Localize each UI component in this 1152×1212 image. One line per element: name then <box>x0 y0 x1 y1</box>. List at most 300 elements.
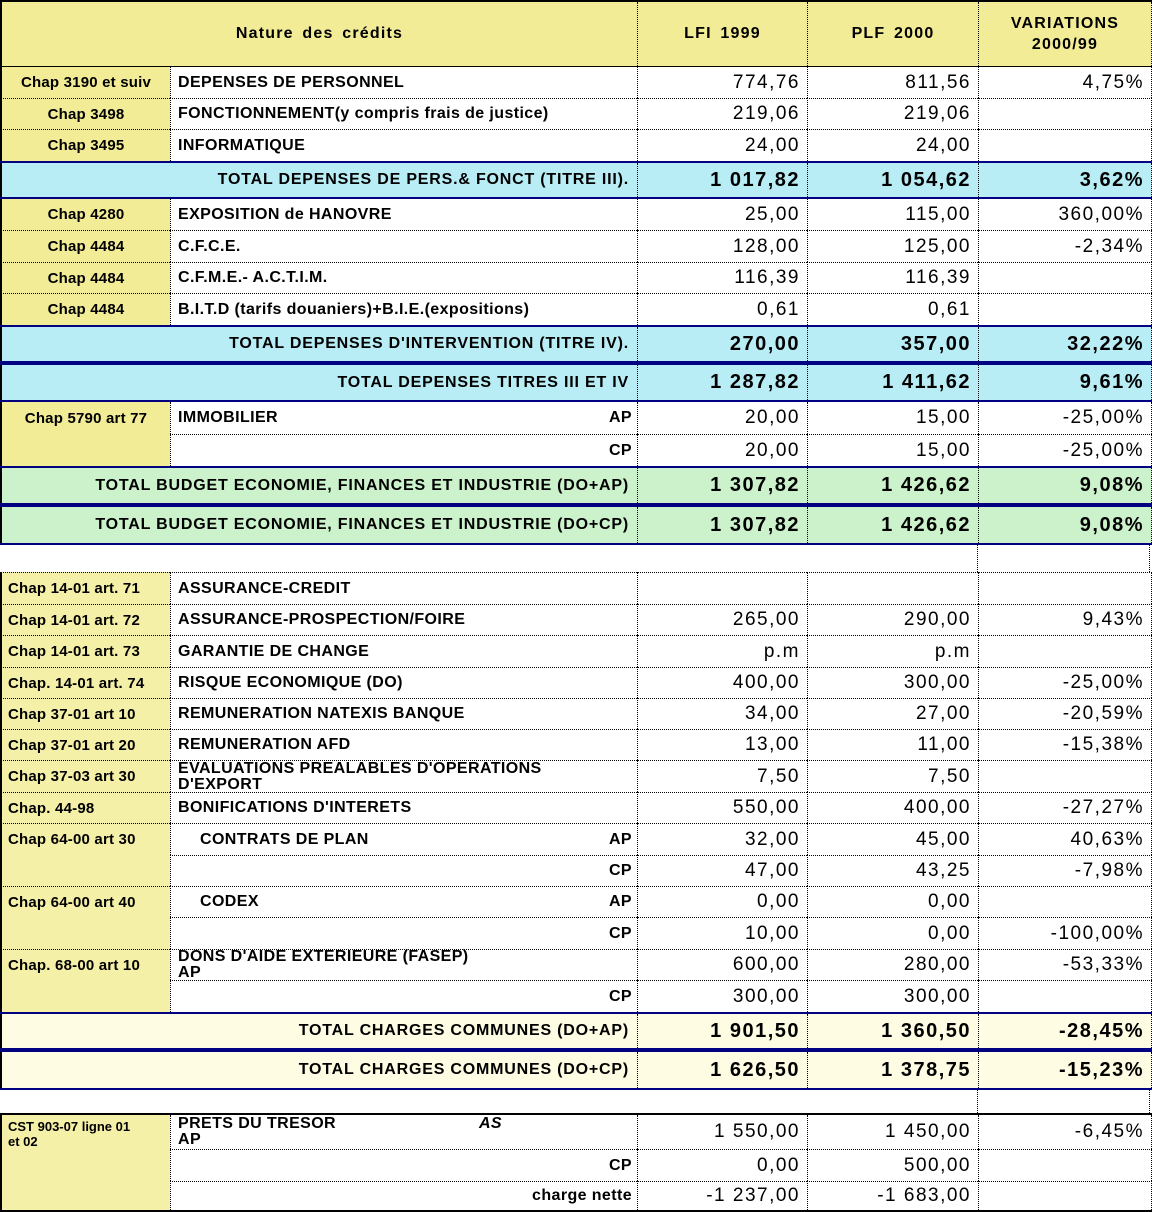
header-nature-credits <box>0 2 637 66</box>
row-label: DEPENSES DE PERSONNEL <box>178 73 405 91</box>
value-text: 13,00 <box>744 734 800 755</box>
value-text: 219,06 <box>903 103 971 124</box>
variation-cell <box>978 67 1152 98</box>
value-text: -2,34% <box>1074 235 1144 257</box>
value-text: 811,56 <box>905 71 971 93</box>
value-text: 1 411,62 <box>882 371 971 393</box>
chapter-cell <box>0 199 170 230</box>
table-row <box>0 199 1152 230</box>
table-row <box>0 129 1152 161</box>
label-cell <box>170 604 637 635</box>
value-text: 357,00 <box>900 332 971 355</box>
plf-2000-cell <box>807 1115 978 1149</box>
chapter-label: Chap 3498 <box>47 105 125 123</box>
value-text: 1 017,82 <box>710 168 800 191</box>
variation-cell <box>978 434 1152 466</box>
value-text: 1 307,82 <box>710 513 800 536</box>
total-label-cell <box>0 1052 637 1088</box>
section-gap <box>0 1090 1152 1113</box>
table-header-row <box>0 0 1152 67</box>
row-sub-label: CP <box>608 862 632 879</box>
value-text: 300,00 <box>903 672 971 693</box>
header-variations-line2: 2000/99 <box>1031 36 1099 53</box>
chapter-label: Chap 5790 art 77 <box>24 409 148 427</box>
total-label-text: TOTAL DEPENSES DE PERS.& FONCT (TITRE III). <box>217 171 629 188</box>
lfi-1999-cell <box>637 327 807 361</box>
lfi-1999-cell <box>637 760 807 792</box>
value-text: 0,00 <box>757 1154 800 1176</box>
total-label-text: TOTAL BUDGET ECONOMIE, FINANCES ET INDUSTRIE (DO+AP) <box>95 476 629 494</box>
value-text: -20,59% <box>1062 703 1144 724</box>
row-label: CONTRATS DE PLAN <box>200 830 369 848</box>
value-text: 9,08% <box>1079 474 1144 496</box>
table-row <box>0 1149 1152 1181</box>
row-label: IMMOBILIER <box>178 409 278 426</box>
chapter-label: Chap 4484 <box>47 269 125 287</box>
total-label-cell <box>0 1014 637 1048</box>
variation-cell <box>978 507 1152 543</box>
header-nature-label: Nature des crédits <box>235 25 404 42</box>
plf-2000-cell <box>807 365 978 400</box>
variation-cell <box>978 98 1152 129</box>
lfi-1999-cell <box>637 917 807 949</box>
row-label: CODEX <box>200 893 259 910</box>
row-label: RISQUE ECONOMIQUE (DO) <box>178 674 403 691</box>
value-text: 3,62% <box>1079 168 1144 191</box>
table-row <box>0 886 1152 917</box>
lfi-1999-cell <box>637 402 807 434</box>
chapter-cell <box>0 434 170 466</box>
value-text: 9,08% <box>1079 513 1144 536</box>
plf-2000-cell <box>807 67 978 98</box>
chapter-label: Chap 14-01 art. 72 <box>8 611 140 629</box>
chapter-cell <box>0 635 170 667</box>
plf-2000-cell <box>807 262 978 293</box>
label-cell <box>170 917 637 949</box>
label-cell <box>170 760 637 792</box>
value-text: 116,39 <box>905 267 971 288</box>
chapter-cell <box>0 1149 170 1181</box>
row-label: REMUNERATION NATEXIS BANQUE <box>178 705 465 722</box>
table-row <box>0 1181 1152 1212</box>
total-row <box>0 1050 1152 1090</box>
chapter-cell <box>0 402 170 434</box>
variation-cell <box>978 1052 1152 1088</box>
value-text: 1 450,00 <box>885 1121 971 1142</box>
value-text: 550,00 <box>732 797 800 818</box>
row-label: ASSURANCE-PROSPECTION/FOIRE <box>178 611 466 628</box>
variation-cell <box>978 980 1152 1012</box>
variations-column-rule <box>977 1090 1150 1113</box>
chapter-cell <box>0 129 170 161</box>
plf-2000-cell <box>807 667 978 698</box>
value-text: 20,00 <box>744 439 800 461</box>
chapter-label: Chap 4280 <box>47 206 125 223</box>
row-label-line2: AP <box>178 1131 202 1148</box>
value-text: 34,00 <box>744 703 800 724</box>
plf-2000-cell <box>807 468 978 503</box>
value-text: 280,00 <box>903 954 971 975</box>
value-text: 9,61% <box>1079 371 1144 393</box>
variation-cell <box>978 760 1152 792</box>
total-label-cell <box>0 468 637 503</box>
plf-2000-cell <box>807 1052 978 1088</box>
variation-cell <box>978 262 1152 293</box>
plf-2000-cell <box>807 507 978 543</box>
chapter-cell <box>0 949 170 980</box>
header-variations <box>978 2 1152 66</box>
plf-2000-cell <box>807 199 978 230</box>
plf-2000-cell <box>807 792 978 823</box>
table-row <box>0 402 1152 434</box>
lfi-1999-cell <box>637 1149 807 1181</box>
label-cell <box>170 1181 637 1210</box>
variation-cell <box>978 293 1152 325</box>
label-cell <box>170 823 637 855</box>
variation-cell <box>978 129 1152 161</box>
value-text: 11,00 <box>917 734 971 755</box>
value-text: -15,38% <box>1062 734 1144 755</box>
chapter-label: Chap 14-01 art. 73 <box>8 643 140 660</box>
label-cell <box>170 129 637 161</box>
label-cell <box>170 855 637 886</box>
chapter-label: Chap 37-01 art 20 <box>8 736 136 754</box>
total-label-cell <box>0 163 637 197</box>
chapter-cell <box>0 698 170 729</box>
plf-2000-cell <box>807 434 978 466</box>
table-row <box>0 1113 1152 1149</box>
value-text: 1 426,62 <box>881 474 971 496</box>
lfi-1999-cell <box>637 163 807 197</box>
value-text: p.m <box>763 640 800 662</box>
chapter-cell <box>0 980 170 1012</box>
variation-cell <box>978 1014 1152 1048</box>
plf-2000-cell <box>807 1014 978 1048</box>
value-text: 10,00 <box>744 922 800 944</box>
row-label: EVALUATIONS PREALABLES D'OPERATIONS <box>178 759 542 777</box>
value-text: -27,27% <box>1062 797 1144 818</box>
value-text: 500,00 <box>903 1154 971 1176</box>
lfi-1999-cell <box>637 129 807 161</box>
label-cell <box>170 434 637 466</box>
header-variations-line1: VARIATIONS <box>1010 15 1120 32</box>
lfi-1999-cell <box>637 855 807 886</box>
value-text: 43,25 <box>915 860 971 881</box>
label-line1 <box>178 1116 637 1132</box>
value-text: 1 626,50 <box>710 1058 800 1081</box>
plf-2000-cell <box>807 604 978 635</box>
row-label-italic: AS <box>478 1115 502 1132</box>
variation-cell <box>978 855 1152 886</box>
row-label: GARANTIE DE CHANGE <box>178 642 370 660</box>
plf-2000-cell <box>807 855 978 886</box>
label-cell <box>170 980 637 1012</box>
chapter-label: Chap. 68-00 art 10 <box>8 956 140 974</box>
value-text: 7,50 <box>757 765 800 787</box>
chapter-cell <box>0 855 170 886</box>
row-sub-label: AP <box>608 893 632 910</box>
value-text: 0,61 <box>928 298 971 320</box>
row-label: C.F.M.E.- A.C.T.I.M. <box>178 269 328 286</box>
value-text: 7,50 <box>928 765 971 787</box>
value-text: 300,00 <box>903 985 971 1007</box>
value-text: 1 426,62 <box>881 513 971 536</box>
chapter-label: Chap 4484 <box>47 238 125 255</box>
chapter-cell <box>0 792 170 823</box>
plf-2000-cell <box>807 1181 978 1210</box>
total-label-text: TOTAL CHARGES COMMUNES (DO+CP) <box>298 1061 629 1078</box>
lfi-1999-cell <box>637 667 807 698</box>
lfi-1999-cell <box>637 262 807 293</box>
value-text: -1 237,00 <box>706 1185 800 1206</box>
row-label: C.F.C.E. <box>178 237 241 255</box>
table-row <box>0 293 1152 325</box>
total-row <box>0 466 1152 505</box>
value-text: 1 901,50 <box>710 1019 800 1042</box>
value-text: 15,00 <box>915 439 971 461</box>
table-row <box>0 667 1152 698</box>
variation-cell <box>978 917 1152 949</box>
value-text: 24,00 <box>915 134 971 156</box>
variation-cell <box>978 199 1152 230</box>
value-text: 125,00 <box>903 235 971 257</box>
header-plf-2000 <box>807 2 978 66</box>
label-line2 <box>178 1132 637 1148</box>
label-cell <box>170 886 637 917</box>
row-sub-label: CP <box>608 924 632 942</box>
chapter-cell <box>0 293 170 325</box>
table-row <box>0 980 1152 1012</box>
row-label-line2: AP <box>178 964 202 981</box>
value-text: 1 360,50 <box>881 1019 971 1042</box>
section-gap <box>0 545 1152 572</box>
plf-2000-cell <box>807 163 978 197</box>
value-text: p.m <box>934 640 971 662</box>
plf-2000-cell <box>807 917 978 949</box>
total-label-cell <box>0 507 637 543</box>
total-row <box>0 505 1152 545</box>
row-sub-label: CP <box>608 441 632 459</box>
value-text: 32,00 <box>744 828 800 850</box>
lfi-1999-cell <box>637 886 807 917</box>
variation-cell <box>978 468 1152 503</box>
value-text: 0,61 <box>757 298 800 320</box>
chapter-label: Chap 37-03 art 30 <box>8 768 136 785</box>
chapter-cell <box>0 67 170 98</box>
lfi-1999-cell <box>637 698 807 729</box>
row-sub-label: charge nette <box>532 1187 632 1204</box>
row-sub-label: CP <box>608 987 632 1005</box>
value-text: -28,45% <box>1059 1019 1144 1042</box>
header-plf-label: PLF 2000 <box>851 25 935 42</box>
row-sub-label: CP <box>608 1156 632 1174</box>
value-text: -7,98% <box>1074 860 1144 881</box>
variation-cell <box>978 949 1152 980</box>
plf-2000-cell <box>807 293 978 325</box>
value-text: -53,33% <box>1062 954 1144 975</box>
row-label-line2: D'EXPORT <box>178 775 263 793</box>
plf-2000-cell <box>807 572 978 604</box>
table-row <box>0 855 1152 886</box>
plf-2000-cell <box>807 698 978 729</box>
label-cell <box>170 262 637 293</box>
variation-cell <box>978 572 1152 604</box>
value-text: -25,00% <box>1062 407 1144 428</box>
value-text: 400,00 <box>732 672 800 693</box>
value-text: 40,63% <box>1070 828 1144 850</box>
row-label: FONCTIONNEMENT(y compris frais de justice) <box>178 105 549 122</box>
label-cell <box>170 402 637 434</box>
table-row <box>0 67 1152 98</box>
value-text: -25,00% <box>1062 439 1144 461</box>
total-label-text: TOTAL DEPENSES TITRES III ET IV <box>337 373 629 391</box>
variation-cell <box>978 230 1152 262</box>
value-text: -1 683,00 <box>877 1185 971 1206</box>
chapter-cell <box>0 572 170 604</box>
row-label: B.I.T.D (tarifs douaniers)+B.I.E.(expositions) <box>178 300 530 318</box>
value-text: 360,00% <box>1058 203 1144 225</box>
value-text: -6,45% <box>1074 1121 1144 1142</box>
chapter-cell <box>0 760 170 792</box>
lfi-1999-cell <box>637 67 807 98</box>
value-text: 27,00 <box>915 703 971 724</box>
plf-2000-cell <box>807 327 978 361</box>
lfi-1999-cell <box>637 1115 807 1149</box>
lfi-1999-cell <box>637 230 807 262</box>
variation-cell <box>978 698 1152 729</box>
variation-cell <box>978 604 1152 635</box>
lfi-1999-cell <box>637 468 807 503</box>
row-sub-label: AP <box>608 409 632 426</box>
row-label: BONIFICATIONS D'INTERETS <box>178 799 412 816</box>
chapter-label: Chap 14-01 art. 71 <box>8 580 140 597</box>
value-text: 774,76 <box>732 71 800 93</box>
lfi-1999-cell <box>637 792 807 823</box>
variation-cell <box>978 1149 1152 1181</box>
value-text: 25,00 <box>744 203 800 225</box>
label-cell <box>170 98 637 129</box>
table-row <box>0 262 1152 293</box>
chapter-label: Chap 37-01 art 10 <box>8 705 136 723</box>
variation-cell <box>978 635 1152 667</box>
value-text: 47,00 <box>744 860 800 881</box>
value-text: 128,00 <box>732 235 800 257</box>
plf-2000-cell <box>807 129 978 161</box>
value-text: 1 307,82 <box>710 474 800 496</box>
value-text: 219,06 <box>732 103 800 124</box>
label-cell <box>170 667 637 698</box>
label-cell <box>170 230 637 262</box>
lfi-1999-cell <box>637 949 807 980</box>
value-text: 0,00 <box>928 922 971 944</box>
chapter-label: Chap. 44-98 <box>8 799 95 817</box>
lfi-1999-cell <box>637 365 807 400</box>
table-row <box>0 729 1152 760</box>
lfi-1999-cell <box>637 1014 807 1048</box>
value-text: 1 054,62 <box>881 168 971 191</box>
chapter-label: Chap 4484 <box>47 301 125 318</box>
chapter-label-line2: et 02 <box>8 1134 38 1149</box>
plf-2000-cell <box>807 823 978 855</box>
label-line1 <box>178 949 637 965</box>
chapter-label: Chap 64-00 art 30 <box>8 831 136 848</box>
variation-cell <box>978 823 1152 855</box>
variation-cell <box>978 1115 1152 1149</box>
table-row <box>0 98 1152 129</box>
table-row <box>0 572 1152 604</box>
label-cell <box>170 67 637 98</box>
value-text: 24,00 <box>744 134 800 156</box>
value-text: 115,00 <box>905 203 971 225</box>
label-cell <box>170 729 637 760</box>
chapter-label: Chap. 14-01 art. 74 <box>8 674 145 692</box>
table-row <box>0 635 1152 667</box>
total-label-text: TOTAL DEPENSES D'INTERVENTION (TITRE IV). <box>229 335 629 352</box>
value-text: 1 378,75 <box>881 1058 971 1081</box>
table-row <box>0 434 1152 466</box>
chapter-cell <box>0 823 170 855</box>
lfi-1999-cell <box>637 635 807 667</box>
chapter-cell <box>0 886 170 917</box>
value-text: 400,00 <box>903 797 971 818</box>
value-text: 4,75% <box>1082 71 1144 93</box>
lfi-1999-cell <box>637 729 807 760</box>
chapter-cell <box>0 1181 170 1210</box>
variation-cell <box>978 402 1152 434</box>
label-cell <box>170 949 637 980</box>
label-cell <box>170 792 637 823</box>
total-label-cell <box>0 365 637 400</box>
value-text: 45,00 <box>915 828 971 850</box>
plf-2000-cell <box>807 98 978 129</box>
table-row <box>0 792 1152 823</box>
value-text: -100,00% <box>1050 922 1144 944</box>
header-lfi-label: LFI 1999 <box>684 25 761 42</box>
chapter-cell <box>0 667 170 698</box>
lfi-1999-cell <box>637 604 807 635</box>
variation-cell <box>978 886 1152 917</box>
table-row <box>0 823 1152 855</box>
total-row <box>0 363 1152 402</box>
plf-2000-cell <box>807 760 978 792</box>
variation-cell <box>978 1181 1152 1210</box>
value-text: 290,00 <box>903 609 971 630</box>
lfi-1999-cell <box>637 1052 807 1088</box>
label-line1 <box>178 761 637 777</box>
chapter-cell <box>0 230 170 262</box>
variation-cell <box>978 667 1152 698</box>
lfi-1999-cell <box>637 823 807 855</box>
lfi-1999-cell <box>637 980 807 1012</box>
lfi-1999-cell <box>637 434 807 466</box>
chapter-cell <box>0 604 170 635</box>
row-label: PRETS DU TRESOR <box>178 1115 337 1132</box>
total-label-cell <box>0 327 637 361</box>
value-text: 1 550,00 <box>714 1121 800 1142</box>
total-row <box>0 1012 1152 1050</box>
value-text: -25,00% <box>1062 672 1144 693</box>
value-text: -15,23% <box>1059 1058 1144 1081</box>
chapter-label: Chap 3495 <box>47 137 125 154</box>
header-lfi-1999 <box>637 2 807 66</box>
chapter-cell <box>0 729 170 760</box>
row-label: ASSURANCE-CREDIT <box>178 579 351 597</box>
label-cell <box>170 572 637 604</box>
variation-cell <box>978 327 1152 361</box>
table-row <box>0 917 1152 949</box>
value-text: 270,00 <box>729 332 800 355</box>
chapter-cell <box>0 1115 170 1149</box>
